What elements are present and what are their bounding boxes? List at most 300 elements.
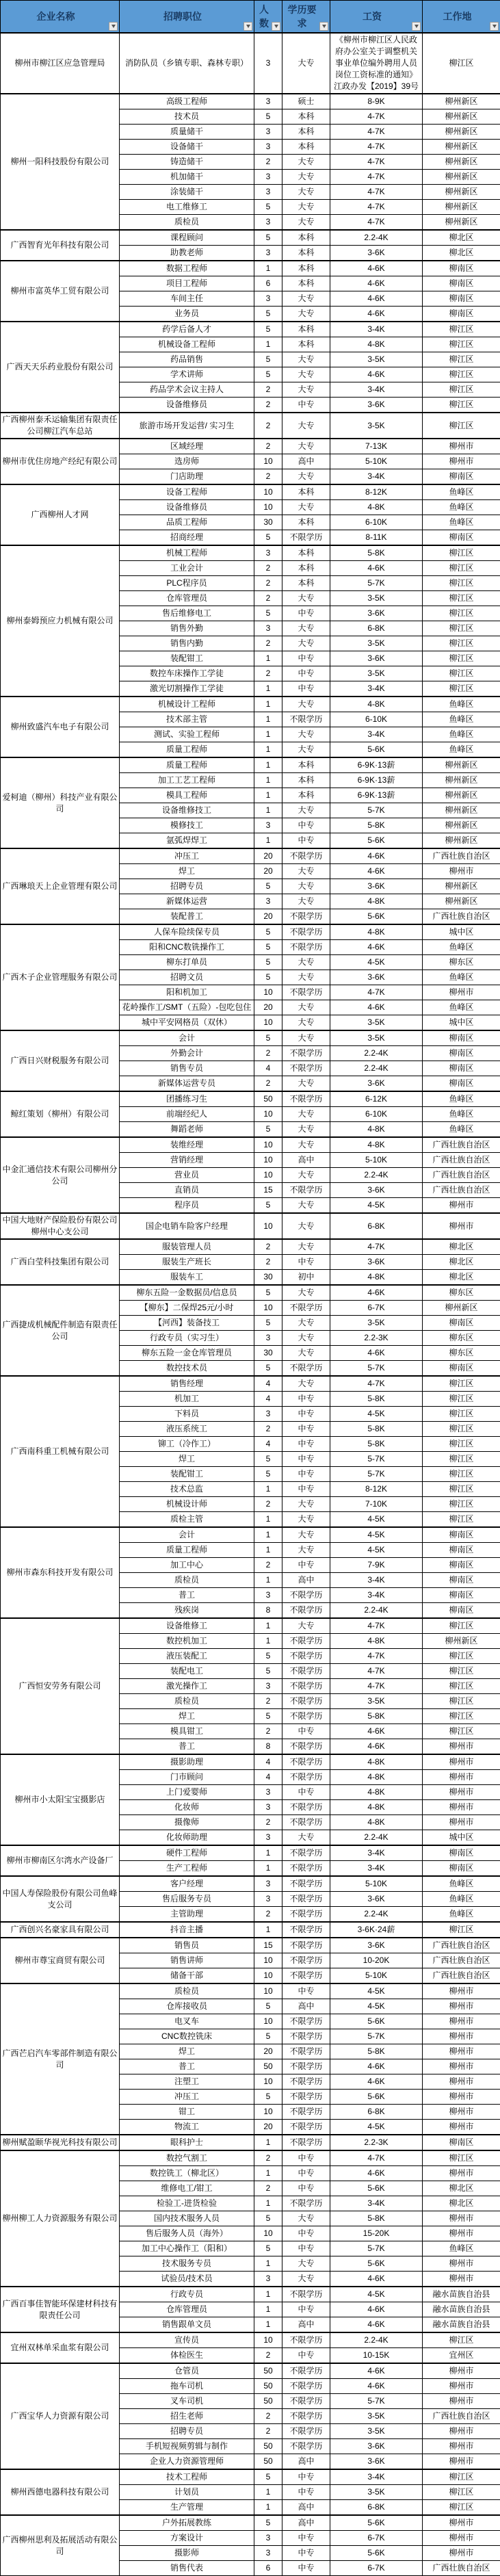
job-title-cell: 设备维修员 (120, 398, 254, 413)
headcount-cell: 1 (254, 773, 282, 788)
headcount-cell: 1 (254, 2302, 282, 2317)
location-cell: 柳江区 (423, 545, 500, 561)
location-cell: 柳州市 (423, 2029, 500, 2044)
location-cell: 柳州新区 (423, 125, 500, 140)
location-cell: 柳江区 (423, 1512, 500, 1528)
job-title-cell: 服装管理人员 (120, 1239, 254, 1255)
job-title-cell: 质检员 (120, 215, 254, 231)
education-cell: 不限学历 (282, 985, 330, 1000)
job-title-cell: 【河西】装备技工 (120, 1316, 254, 1331)
location-cell: 柳州新区 (423, 215, 500, 231)
headcount-cell: 3 (254, 1800, 282, 1815)
salary-cell: 5-7K (330, 803, 423, 818)
job-title-cell: 主管助理 (120, 1907, 254, 1923)
salary-cell: 5-7K (330, 576, 423, 591)
education-cell: 大专 (282, 1376, 330, 1392)
job-title-cell: 行政专员（实习生） (120, 1331, 254, 1346)
location-cell: 柳江区 (423, 352, 500, 367)
job-title-cell: 质检主管 (120, 1512, 254, 1528)
headcount-cell: 10 (254, 454, 282, 469)
education-cell: 本科 (282, 757, 330, 773)
salary-cell: 3-5K (330, 352, 423, 367)
job-title-cell: 销售经理 (120, 1376, 254, 1392)
location-cell: 柳江区 (423, 382, 500, 398)
table-row (1, 1983, 500, 1999)
salary-cell: 2.2-3K (330, 1331, 423, 1346)
filter-button-company[interactable] (109, 22, 118, 31)
location-cell: 鱼峰区 (423, 727, 500, 742)
job-title-cell: 助教老师 (120, 246, 254, 261)
filter-button-salary[interactable] (412, 22, 421, 31)
table-row (1, 1285, 500, 1301)
location-cell: 柳州市 (423, 2059, 500, 2074)
headcount-cell: 1 (254, 2256, 282, 2272)
education-cell: 不限学历 (282, 1679, 330, 1694)
location-cell: 柳江区 (423, 2500, 500, 2516)
salary-cell: 5-7K (330, 1452, 423, 1467)
job-title-cell: 设备储干 (120, 140, 254, 155)
education-cell: 不限学历 (282, 2332, 330, 2348)
job-title-cell: 阳和机加工 (120, 985, 254, 1000)
table-row (1, 33, 500, 94)
headcount-cell: 20 (254, 848, 282, 864)
salary-cell: 5-6K (330, 2546, 423, 2561)
location-cell: 柳江区 (423, 1482, 500, 1497)
table-row (1, 924, 500, 940)
education-cell: 不限学历 (282, 1091, 330, 1107)
location-cell: 柳州新区 (423, 170, 500, 185)
salary-cell: 4-7K (330, 1664, 423, 1679)
location-cell: 柳南区 (423, 1588, 500, 1603)
salary-cell: 3-5K (330, 666, 423, 681)
education-cell: 大专 (282, 636, 330, 651)
salary-cell: 5-8K (330, 1437, 423, 1452)
company-name-cell: 鲸红策划（柳州）有限公司 (1, 1091, 120, 1137)
education-cell: 不限学历 (282, 1061, 330, 1076)
salary-cell: 4-7K (330, 1649, 423, 1664)
headcount-cell: 50 (254, 2379, 282, 2394)
salary-cell: 4-8K (330, 1270, 423, 1286)
salary-cell: 4-5K (330, 2120, 423, 2135)
education-cell: 中专 (282, 2469, 330, 2485)
job-title-cell: 生产工程师 (120, 1861, 254, 1877)
dropdown-arrow-icon (322, 25, 326, 28)
salary-cell: 5-6K (330, 2014, 423, 2029)
job-title-cell: 机械设计工程师 (120, 697, 254, 712)
job-title-cell: 试验员/技术员 (120, 2272, 254, 2287)
location-cell: 鱼峰区 (423, 1122, 500, 1138)
education-cell: 大专 (282, 1015, 330, 1031)
company-name-cell: 广西琳琅天上企业管理有限公司 (1, 848, 120, 924)
salary-cell: 2.2-3K (330, 2135, 423, 2150)
headcount-cell: 2 (254, 1255, 282, 1270)
location-cell: 柳南区 (423, 1861, 500, 1877)
education-cell: 本科 (282, 788, 330, 803)
salary-cell: 2.2-4K (330, 1603, 423, 1619)
education-cell: 大专 (282, 155, 330, 170)
location-cell: 鱼峰区 (423, 712, 500, 727)
salary-cell: 3-5K (330, 1015, 423, 1031)
location-cell: 柳州市 (423, 2226, 500, 2241)
salary-cell: 3-4K (330, 382, 423, 398)
location-cell: 柳州市 (423, 439, 500, 454)
location-cell: 柳东区 (423, 1346, 500, 1361)
headcount-cell: 3 (254, 818, 282, 833)
job-title-cell: 抖音主播 (120, 1922, 254, 1938)
job-title-cell: 选房师 (120, 454, 254, 469)
job-title-cell: 数据工程师 (120, 261, 254, 276)
salary-cell: 15-20K (330, 2226, 423, 2241)
job-title-cell: 焊工 (120, 2044, 254, 2059)
salary-cell: 3-5K (330, 2485, 423, 2500)
education-cell: 本科 (282, 545, 330, 561)
location-cell: 柳州市 (423, 1785, 500, 1800)
job-title-cell: 阳和CNC数铣操作工 (120, 940, 254, 955)
job-title-cell: 机械设备工程师 (120, 337, 254, 352)
job-title-cell: 机械设计师 (120, 1497, 254, 1512)
table-row (1, 2135, 500, 2150)
headcount-cell: 1 (254, 2317, 282, 2333)
salary-cell: 3-6K (330, 1255, 423, 1270)
job-title-cell: 机加储干 (120, 170, 254, 185)
education-cell: 高中 (282, 2515, 330, 2531)
company-name-cell: 柳州市柳江区应急管理局 (1, 33, 120, 94)
filter-button-title[interactable] (244, 22, 252, 31)
education-cell: 不限学历 (282, 848, 330, 864)
location-cell: 柳南区 (423, 1046, 500, 1061)
headcount-cell: 10 (254, 1968, 282, 1984)
location-cell: 柳州市 (423, 985, 500, 1000)
headcount-cell: 10 (254, 2105, 282, 2120)
education-cell: 中专 (282, 1467, 330, 1482)
salary-cell: 8-12K (330, 1482, 423, 1497)
headcount-cell: 1 (254, 2135, 282, 2150)
headcount-cell: 5 (254, 940, 282, 955)
headcount-cell: 5 (254, 1030, 282, 1046)
table-row (1, 1876, 500, 1892)
salary-cell: 4-7K (330, 170, 423, 185)
job-title-cell: 程序员 (120, 1198, 254, 1214)
filter-button-location[interactable] (490, 22, 499, 31)
header-row (1, 1, 500, 34)
education-cell: 大专 (282, 1497, 330, 1512)
table-row (1, 1239, 500, 1255)
salary-cell: 5-8K (330, 2211, 423, 2226)
company-name-cell: 广西创兴名豪家具有限公司 (1, 1922, 120, 1938)
salary-cell: 3-6K (330, 879, 423, 894)
salary-cell: 3-4K (330, 322, 423, 337)
headcount-cell: 2 (254, 2150, 282, 2166)
job-title-cell: 销售代表 (120, 2561, 254, 2576)
table-row (1, 545, 500, 561)
table-row (1, 1030, 500, 1046)
headcount-cell: 1 (254, 1512, 282, 1528)
company-name-cell: 广西柳州思利及拓展活动有限公司 (1, 2515, 120, 2576)
salary-cell: 4-6K (330, 2379, 423, 2394)
table-row (1, 413, 500, 439)
education-cell: 不限学历 (282, 2439, 330, 2454)
salary-cell: 3-5K (330, 1694, 423, 1709)
job-title-cell: 技术部主管 (120, 712, 254, 727)
salary-cell: 6-7K (330, 2531, 423, 2546)
education-cell: 本科 (282, 276, 330, 291)
job-title-cell: 加工中心 (120, 1558, 254, 1573)
headcount-cell: 5 (254, 2029, 282, 2044)
job-title-cell: 方案设计 (120, 2531, 254, 2546)
salary-cell: 4-6K (330, 367, 423, 382)
location-cell: 柳北区 (423, 230, 500, 246)
headcount-cell: 5 (254, 970, 282, 985)
salary-cell: 5-8K (330, 2044, 423, 2059)
headcount-cell: 5 (254, 1709, 282, 1724)
job-title-cell: 残疾岗 (120, 1603, 254, 1619)
salary-cell: 5-10K (330, 454, 423, 469)
location-cell: 广西壮族自治区 (423, 1168, 500, 1183)
headcount-cell: 5 (254, 955, 282, 970)
education-cell: 不限学历 (282, 1046, 330, 1061)
location-cell: 柳南区 (423, 307, 500, 322)
location-cell: 柳州新区 (423, 94, 500, 109)
salary-cell: 3-6K (330, 651, 423, 666)
location-cell: 柳南区 (423, 1558, 500, 1573)
dropdown-arrow-icon (274, 25, 278, 28)
education-cell: 中专 (282, 1392, 330, 1407)
headcount-cell: 50 (254, 2363, 282, 2379)
headcount-cell: 3 (254, 291, 282, 307)
headcount-cell: 30 (254, 515, 282, 530)
headcount-cell: 1 (254, 1861, 282, 1877)
job-title-cell: 门市顾问 (120, 1770, 254, 1785)
location-cell: 柳南区 (423, 276, 500, 291)
location-cell: 柳州新区 (423, 788, 500, 803)
headcount-cell: 2 (254, 2424, 282, 2439)
job-title-cell: 液压装配工 (120, 1649, 254, 1664)
location-cell: 柳州市 (423, 2454, 500, 2470)
salary-cell: 5-10K (330, 1968, 423, 1984)
headcount-cell: 5 (254, 1467, 282, 1482)
job-title-cell: 设备维修技工 (120, 803, 254, 818)
location-cell: 柳江区 (423, 1679, 500, 1694)
salary-cell: 4-8K (330, 894, 423, 909)
table-row (1, 697, 500, 712)
location-cell: 城中区 (423, 924, 500, 940)
job-title-cell: 药品销售 (120, 352, 254, 367)
headcount-cell: 2 (254, 1694, 282, 1709)
job-title-cell: 【柳东】二保焊25元/小时 (120, 1301, 254, 1316)
location-cell: 柳州新区 (423, 155, 500, 170)
company-name-cell: 柳州市尊宝商贸有限公司 (1, 1938, 120, 1983)
education-cell: 不限学历 (282, 1815, 330, 1830)
location-cell: 柳江区 (423, 398, 500, 413)
location-cell: 柳州市 (423, 1815, 500, 1830)
salary-cell: 4-6K (330, 291, 423, 307)
salary-cell: 10-15K (330, 2348, 423, 2364)
headcount-cell: 2 (254, 1558, 282, 1573)
education-cell: 大专 (282, 879, 330, 894)
location-cell: 柳南区 (423, 1361, 500, 1377)
location-cell: 广西壮族自治区 (423, 1968, 500, 1984)
education-cell: 大专 (282, 469, 330, 485)
job-title-cell: 直销员 (120, 1183, 254, 1198)
education-cell: 中专 (282, 2531, 330, 2546)
job-title-cell: 数控车床操作工学徒 (120, 666, 254, 681)
headcount-cell: 10 (254, 1153, 282, 1168)
location-cell: 柳南区 (423, 2135, 500, 2150)
table-row (1, 1527, 500, 1543)
education-cell: 本科 (282, 561, 330, 576)
salary-cell: 2.2-4K (330, 1830, 423, 1846)
headcount-cell: 1 (254, 1527, 282, 1543)
headcount-cell: 2 (254, 576, 282, 591)
education-cell: 不限学历 (282, 1953, 330, 1968)
education-cell: 不限学历 (282, 909, 330, 925)
header-edu-label: 学历要求 (284, 3, 320, 30)
headcount-cell: 50 (254, 2454, 282, 2470)
location-cell: 柳州市 (423, 2074, 500, 2090)
headcount-cell: 1 (254, 712, 282, 727)
job-title-cell: 营销经理 (120, 1153, 254, 1168)
job-title-cell: 服装车工 (120, 1270, 254, 1286)
company-name-cell: 广西柳州泰禾运输集团有限责任公司柳江汽车总站 (1, 413, 120, 439)
education-cell: 大专 (282, 2272, 330, 2287)
job-title-cell: 铆工（冷作工） (120, 1437, 254, 1452)
location-cell: 柳江区 (423, 666, 500, 681)
location-cell: 柳江区 (423, 33, 500, 94)
salary-cell: 4-8K (330, 697, 423, 712)
job-title-cell: 技术服务专员 (120, 2256, 254, 2272)
location-cell: 柳州市 (423, 2424, 500, 2439)
job-title-cell: 项目工程师 (120, 276, 254, 291)
location-cell: 柳江区 (423, 367, 500, 382)
job-title-cell: 消防队员（乡镇专职、森林专职） (120, 33, 254, 94)
headcount-cell: 3 (254, 246, 282, 261)
location-cell: 柳州市 (423, 2515, 500, 2531)
job-title-cell: 工业会计 (120, 561, 254, 576)
education-cell: 不限学历 (282, 2105, 330, 2120)
salary-cell: 6-9K·13薪 (330, 788, 423, 803)
education-cell: 中专 (282, 2485, 330, 2500)
location-cell: 柳州市 (423, 1213, 500, 1239)
salary-cell: 7-9K (330, 1558, 423, 1573)
headcount-cell: 50 (254, 1091, 282, 1107)
education-cell: 大专 (282, 200, 330, 215)
company-name-cell: 广西南科重工机械有限公司 (1, 1376, 120, 1527)
location-cell: 柳州市 (423, 1800, 500, 1815)
job-title-cell: 销售专员 (120, 1061, 254, 1076)
job-title-cell: 拖车司机 (120, 2379, 254, 2394)
location-cell: 柳江区 (423, 2469, 500, 2485)
job-title-cell: 装配钳工 (120, 651, 254, 666)
education-cell: 大专 (282, 1076, 330, 1092)
location-cell: 广西壮族自治区 (423, 2409, 500, 2424)
salary-cell: 5-7K (330, 1361, 423, 1377)
education-cell: 本科 (282, 109, 330, 125)
job-title-cell: 铸造储干 (120, 155, 254, 170)
location-cell: 柳北区 (423, 1270, 500, 1286)
job-title-cell: 叉车司机 (120, 2394, 254, 2409)
location-cell: 柳东区 (423, 955, 500, 970)
job-title-cell: 会计 (120, 1527, 254, 1543)
headcount-cell: 1 (254, 2166, 282, 2181)
headcount-cell: 1 (254, 1618, 282, 1634)
headcount-cell: 5 (254, 109, 282, 125)
salary-cell: 4-6K (330, 1724, 423, 1739)
filter-button-edu[interactable] (319, 22, 328, 31)
salary-cell: 3-6K (330, 1892, 423, 1907)
job-title-cell: 户外拓展教练 (120, 2515, 254, 2531)
salary-cell: 5-10K (330, 1876, 423, 1892)
headcount-cell: 2 (254, 636, 282, 651)
salary-cell: 3-6K (330, 398, 423, 413)
headcount-cell: 5 (254, 1122, 282, 1138)
job-title-cell: 服装生产班长 (120, 1255, 254, 1270)
education-cell: 本科 (282, 246, 330, 261)
salary-cell: 3-4K (330, 727, 423, 742)
header-count (254, 1, 282, 34)
education-cell: 不限学历 (282, 2363, 330, 2379)
salary-cell: 8-9K (330, 94, 423, 109)
education-cell: 不限学历 (282, 1634, 330, 1649)
education-cell: 大专 (282, 1512, 330, 1528)
salary-cell: 4-7K (330, 1679, 423, 1694)
job-title-cell: 行政专员 (120, 2287, 254, 2302)
location-cell: 柳北区 (423, 1255, 500, 1270)
location-cell: 柳州市 (423, 2394, 500, 2409)
education-cell: 不限学历 (282, 940, 330, 955)
company-name-cell: 柳州泰姆预应力机械有限公司 (1, 545, 120, 697)
salary-cell: 3-5K (330, 2424, 423, 2439)
education-cell: 大专 (282, 1198, 330, 1214)
salary-cell: 4-5K (330, 1543, 423, 1558)
salary-cell: 《柳州市柳江区人民政府办公室关于调整机关事业单位编外聘用人员岗位工资标准的通知》江政办发【2019】39号 (330, 33, 423, 94)
job-title-cell: 机加工 (120, 1392, 254, 1407)
education-cell: 大专 (282, 803, 330, 818)
job-title-cell: 焊工 (120, 864, 254, 879)
salary-cell: 3-4K (330, 2196, 423, 2211)
headcount-cell: 1 (254, 757, 282, 773)
headcount-cell: 3 (254, 2546, 282, 2561)
salary-cell: 4-5K (330, 1198, 423, 1214)
location-cell: 柳州市 (423, 2363, 500, 2379)
job-title-cell: 储备干部 (120, 1968, 254, 1984)
location-cell: 鱼峰区 (423, 1000, 500, 1015)
headcount-cell: 3 (254, 33, 282, 94)
location-cell: 城中区 (423, 1015, 500, 1031)
company-name-cell: 广西天天乐药业股份有限公司 (1, 322, 120, 413)
salary-cell: 4-8K (330, 1634, 423, 1649)
job-title-cell: 区域经理 (120, 439, 254, 454)
headcount-cell: 20 (254, 2120, 282, 2135)
job-title-cell: 新媒体运营 (120, 894, 254, 909)
company-name-cell: 广西白莹科技集团有限公司 (1, 1239, 120, 1285)
location-cell: 广西壮族自治区 (423, 1153, 500, 1168)
salary-cell: 3-6K (330, 606, 423, 621)
headcount-cell: 5 (254, 2469, 282, 2485)
filter-button-count[interactable] (272, 22, 280, 31)
company-name-cell: 广西恒安劳务有限公司 (1, 1618, 120, 1754)
education-cell: 不限学历 (282, 2074, 330, 2090)
salary-cell: 4-8K (330, 1122, 423, 1138)
job-title-cell: 质检员 (120, 1694, 254, 1709)
headcount-cell: 1 (254, 727, 282, 742)
salary-cell: 7-10K (330, 1497, 423, 1512)
education-cell: 不限学历 (282, 2059, 330, 2074)
location-cell: 柳江区 (423, 1437, 500, 1452)
job-title-cell: 旅游市场开发运营/ 实习生 (120, 413, 254, 439)
job-title-cell: 药品学术会议主持人 (120, 382, 254, 398)
education-cell: 大专 (282, 170, 330, 185)
location-cell: 柳州市 (423, 2090, 500, 2105)
